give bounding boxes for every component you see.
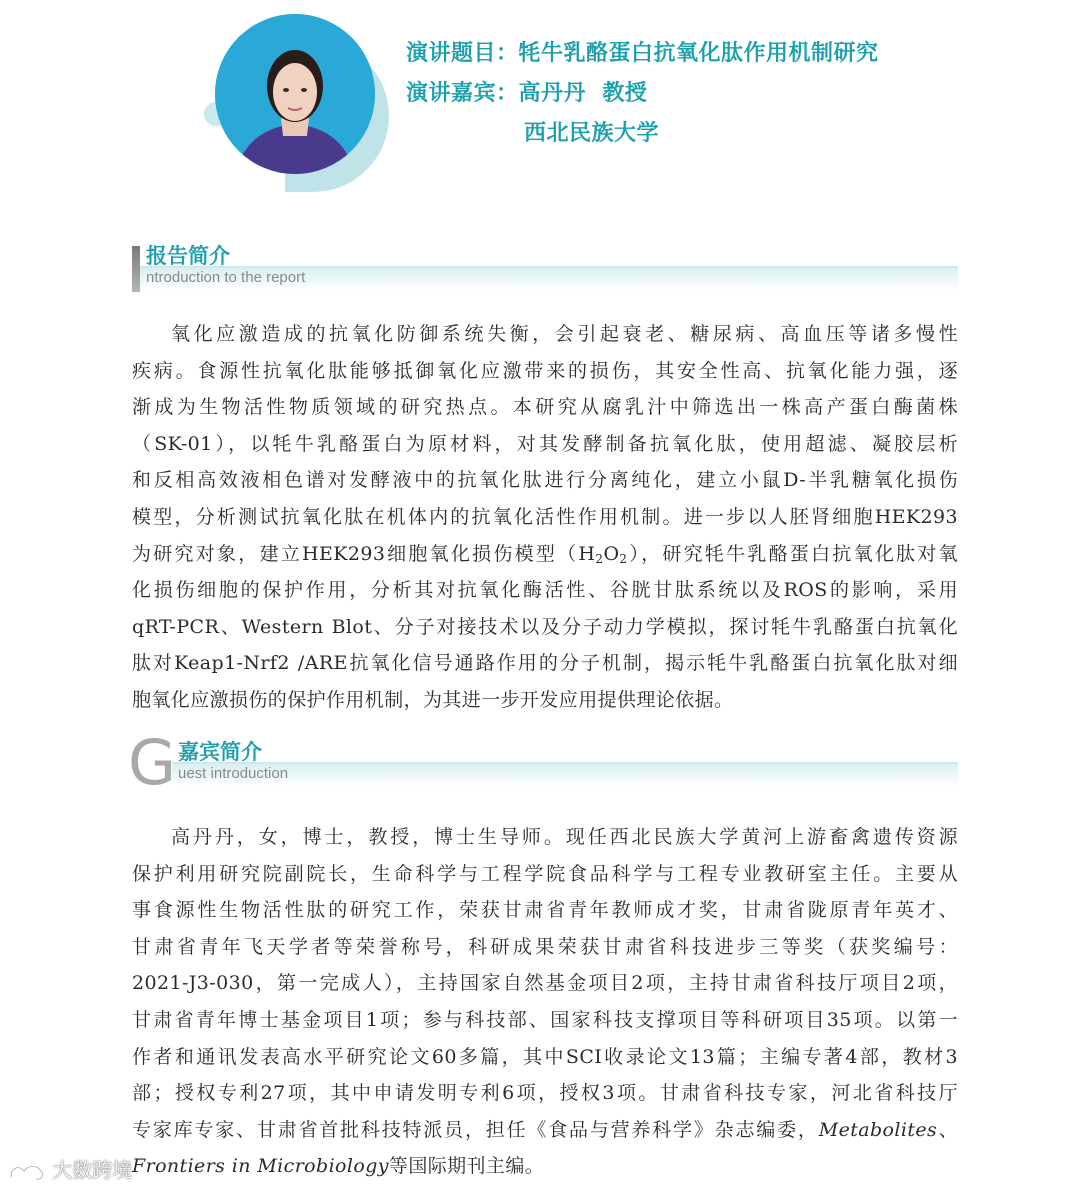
- guest-line-head: 专家库专家、甘肃省首批科技特派员，担任《食品与营养科学》杂志编委，: [132, 1118, 819, 1141]
- speaker-portrait: [215, 14, 375, 174]
- journal-sep: 、: [937, 1118, 958, 1141]
- formula-tail: ），研究牦牛乳酪蛋白抗氧化肽对氧: [627, 542, 958, 565]
- watermark: [8, 1154, 132, 1183]
- report-line: 模型，分析测试抗氧化肽在机体内的抗氧化活性作用机制。进一步以人胚肾细胞HEK293: [132, 505, 958, 528]
- guest-line: 2021-J3-030，第一完成人），主持国家自然基金项目2项，主持甘肃省科技厅项目2项，: [132, 972, 958, 995]
- watermark-logo-icon: [8, 1161, 46, 1183]
- guest-last-tail: 等国际期刊主编。: [388, 1155, 545, 1178]
- formula-h-sub: 2: [595, 551, 604, 566]
- report-line: 渐成为生物活性物质领域的研究热点。本研究从腐乳汁中筛选出一株高产蛋白酶菌株: [132, 396, 958, 419]
- speaker-affiliation: 西北民族大学: [524, 121, 660, 146]
- guest-subheading: uest introduction: [178, 765, 289, 782]
- formula-o: O: [603, 542, 620, 565]
- report-line: 肽对Keap1-Nrf2 /ARE抗氧化信号通路作用的分子机制，揭示牦牛乳酪蛋白抗氧化肽对细: [132, 652, 958, 675]
- report-subheading: ntroduction to the report: [146, 269, 306, 286]
- guest-paragraph: [132, 819, 958, 1185]
- talk-guest-row: [406, 74, 879, 114]
- talk-title: 牦牛乳酪蛋白抗氧化肽作用机制研究: [518, 41, 879, 66]
- formula-head: 为研究对象，建立HEK293细胞氧化损伤模型（H: [132, 542, 596, 565]
- report-section-header: [132, 242, 958, 292]
- guest-line: 作者和通讯发表高水平研究论文60多篇，其中SCI收录论文13篇；主编专著4部，教材3: [132, 1045, 958, 1068]
- talk-guest-label: 演讲嘉宾：: [406, 81, 519, 106]
- report-line: qRT-PCR、Western Blot、分子对接技术以及分子动力学模拟，探讨牦牛乳酪蛋白抗氧化: [132, 615, 958, 638]
- talk-affiliation-row: [406, 114, 879, 154]
- guest-line: 甘肃省青年博士基金项目1项；参与科技部、国家科技支撑项目等科研项目35项。以第一: [132, 1008, 958, 1031]
- report-line: 疾病。食源性抗氧化肽能够抵御氧化应激带来的损伤，其安全性高、抗氧化能力强，逐: [132, 359, 958, 382]
- speaker-rank: 教授: [602, 81, 648, 106]
- talk-title-label: 演讲题目：: [406, 41, 519, 66]
- report-line: 胞氧化应激损伤的保护作用机制，为其进一步开发应用提供理论依据。: [132, 688, 734, 711]
- guest-line: 事食源性生物活性肽的研究工作，荣获甘肃省青年教师成才奖，甘肃省陇原青年英才、: [132, 899, 958, 922]
- talk-info: [406, 34, 879, 154]
- guest-heading: 嘉宾简介: [178, 740, 262, 764]
- guest-header-band: [172, 762, 958, 786]
- guest-line-journal: [132, 1112, 958, 1149]
- report-paragraph: [132, 316, 958, 719]
- report-line: 氧化应激造成的抗氧化防御系统失衡，会引起衰老、糖尿病、高血压等诸多慢性: [171, 323, 958, 345]
- talk-title-row: [406, 34, 879, 74]
- formula-o-sub: 2: [619, 551, 628, 566]
- guest-line: 部；授权专利27项，其中申请发明专利6项，授权3项。甘肃省科技专家，河北省科技厅: [132, 1082, 958, 1105]
- journal-frontiers: Frontiers in Microbiology: [132, 1155, 389, 1178]
- guest-line: 高丹丹，女，博士，教授，博士生导师。现任西北民族大学黄河上游畜禽遗传资源: [171, 826, 958, 848]
- report-line: 和反相高效液相色谱对发酵液中的抗氧化肽进行分离纯化，建立小鼠D-半乳糖氧化损伤: [132, 469, 958, 492]
- watermark-text: 大数跨境: [52, 1158, 133, 1182]
- guest-initial: G: [128, 726, 177, 799]
- portrait-illustration: [215, 14, 375, 174]
- report-line: 化损伤细胞的保护作用，分析其对抗氧化酶活性、谷胱甘肽系统以及ROS的影响，采用: [132, 579, 958, 602]
- report-heading: 报告简介: [146, 244, 230, 268]
- guest-line-last: [132, 1148, 958, 1185]
- speaker-name: 高丹丹: [518, 81, 587, 106]
- report-header-bar: [132, 246, 140, 292]
- guest-line: 甘肃省青年飞天学者等荣誉称号，科研成果荣获甘肃省科技进步三等奖（获奖编号：: [132, 935, 958, 958]
- report-line: （SK-01），以牦牛乳酪蛋白为原材料，对其发酵制备抗氧化肽，使用超滤、凝胶层析: [132, 432, 958, 455]
- report-line-formula: [132, 536, 958, 573]
- guest-line: 保护利用研究院副院长，生命科学与工程学院食品科学与工程专业教研室主任。主要从: [132, 862, 958, 885]
- guest-section-header: [128, 726, 958, 799]
- journal-metabolites: Metabolites: [818, 1118, 938, 1141]
